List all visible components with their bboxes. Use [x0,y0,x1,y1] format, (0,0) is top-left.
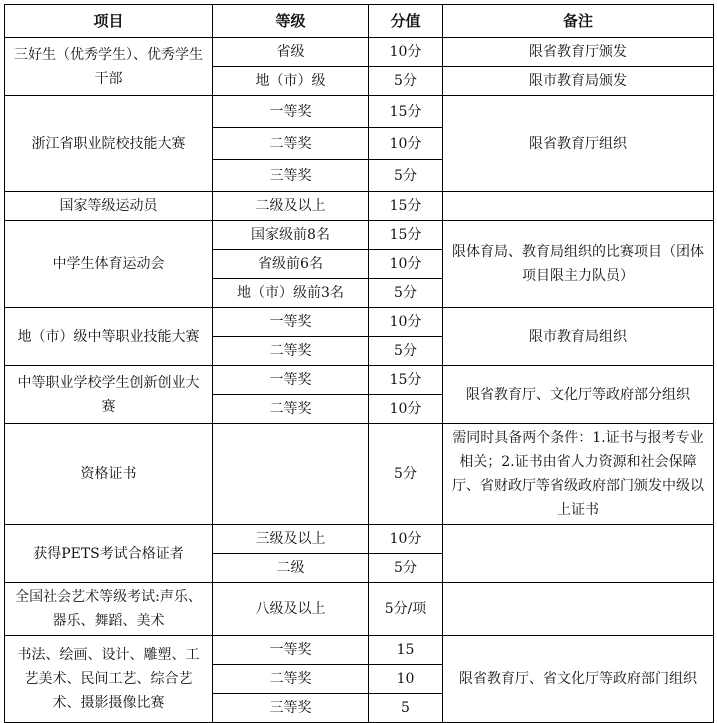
table-row [5,525,714,554]
level-cell: 三级及以上 [213,525,369,554]
level-cell: 一等奖 [213,636,369,665]
table-row [5,38,714,67]
table-header-row [5,5,714,38]
score-cell: 5分 [369,337,443,366]
note-cell: 限市教育局颁发 [443,67,714,96]
level-cell: 一等奖 [213,308,369,337]
score-cell: 10分 [369,38,443,67]
level-cell: 二等奖 [213,665,369,694]
item-cell: 资格证书 [5,424,213,525]
level-cell: 一等奖 [213,366,369,395]
note-cell: 限省教育厅、省文化厅等政府部门组织 [443,636,714,723]
score-cell: 10 [369,665,443,694]
item-cell: 获得PETS考试合格证者 [5,525,213,583]
score-cell: 10分 [369,308,443,337]
score-cell: 5分 [369,554,443,583]
level-cell [213,424,369,525]
level-cell: 二等奖 [213,337,369,366]
level-cell: 二级及以上 [213,192,369,221]
score-cell: 15分 [369,96,443,128]
score-cell: 5分 [369,160,443,192]
header-score: 分值 [369,5,443,38]
note-cell: 限省教育厅、文化厅等政府部分组织 [443,366,714,424]
level-cell: 省级前6名 [213,250,369,279]
item-cell: 书法、绘画、设计、雕塑、工艺美术、民间工艺、综合艺术、摄影摄像比赛 [5,636,213,723]
score-cell: 5分/项 [369,583,443,636]
score-cell: 10分 [369,128,443,160]
item-cell: 中等职业学校学生创新创业大赛 [5,366,213,424]
level-cell: 省级 [213,38,369,67]
level-cell: 二级 [213,554,369,583]
note-cell: 限省教育厅颁发 [443,38,714,67]
score-cell: 15分 [369,366,443,395]
note-cell: 需同时具备两个条件：1.证书与报考专业相关；2.证书由省人力资源和社会保障厅、省财政厅等省级政府部门颁发中级以上证书 [443,424,714,525]
table-row [5,96,714,128]
note-cell [443,525,714,583]
note-cell: 限体育局、教育局组织的比赛项目（团体项目限主力队员） [443,221,714,308]
table-row [5,424,714,525]
level-cell: 八级及以上 [213,583,369,636]
note-cell [443,583,714,636]
level-cell: 国家级前8名 [213,221,369,250]
level-cell: 地（市）级前3名 [213,279,369,308]
item-cell: 地（市）级中等职业技能大赛 [5,308,213,366]
level-cell: 三等奖 [213,694,369,723]
table-row [5,583,714,636]
score-cell: 5 [369,694,443,723]
table-row [5,636,714,665]
score-cell: 15分 [369,192,443,221]
level-cell: 一等奖 [213,96,369,128]
score-cell: 15 [369,636,443,665]
level-cell: 地（市）级 [213,67,369,96]
table-row [5,366,714,395]
score-cell: 10分 [369,525,443,554]
header-level: 等级 [213,5,369,38]
level-cell: 二等奖 [213,395,369,424]
score-cell: 5分 [369,424,443,525]
note-cell: 限省教育厅组织 [443,96,714,192]
score-cell: 5分 [369,279,443,308]
score-cell: 5分 [369,67,443,96]
item-cell: 三好生（优秀学生）、优秀学生干部 [5,38,213,96]
table-row [5,308,714,337]
item-cell: 浙江省职业院校技能大赛 [5,96,213,192]
table-row [5,221,714,250]
score-cell: 10分 [369,395,443,424]
note-cell [443,192,714,221]
level-cell: 三等奖 [213,160,369,192]
score-cell: 15分 [369,221,443,250]
item-cell: 中学生体育运动会 [5,221,213,308]
header-item: 项目 [5,5,213,38]
note-cell: 限市教育局组织 [443,308,714,366]
item-cell: 国家等级运动员 [5,192,213,221]
header-note: 备注 [443,5,714,38]
table-row [5,192,714,221]
item-cell: 全国社会艺术等级考试:声乐、器乐、舞蹈、美术 [5,583,213,636]
level-cell: 二等奖 [213,128,369,160]
bonus-points-table [4,4,714,723]
score-cell: 10分 [369,250,443,279]
